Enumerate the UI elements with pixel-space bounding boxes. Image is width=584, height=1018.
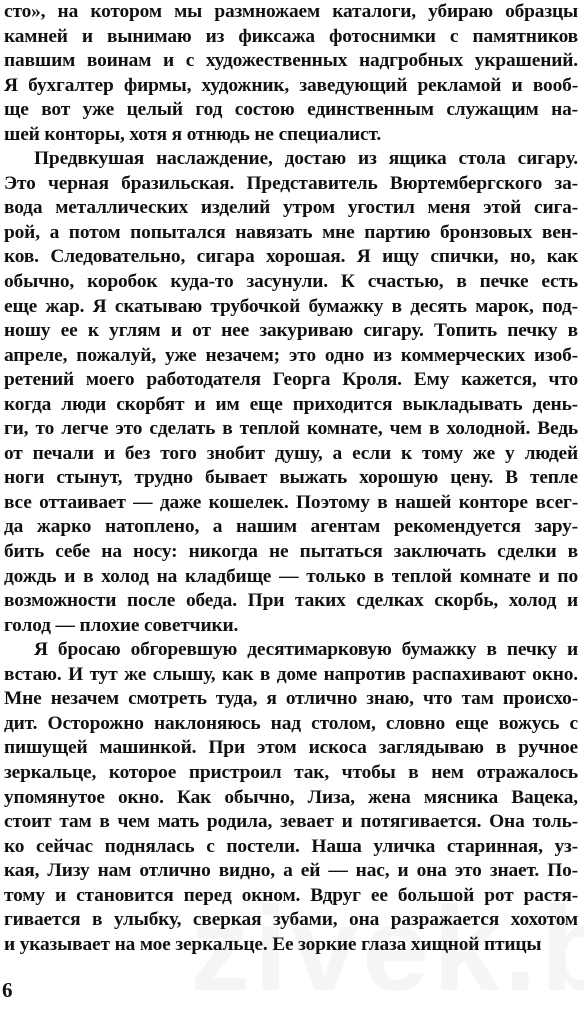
text-line: ноги стынут, трудно бывает выжать хорошую цену. В тепле (4, 467, 578, 489)
text-line: когда люди скорбят и им еще приходится выкладывать день- (4, 393, 578, 415)
text-line: от печали и без того знобит душу, а если к тому же у людей (4, 442, 578, 464)
text-line: да жарко натоплено, а нашим агентам рекомендуется зару- (4, 516, 578, 538)
text-line: стоит там в чем мать родила, зевает и потягивается. Она толь- (4, 811, 578, 833)
text-line: ношу ее к углям и от нее закуриваю сигару. Топить печку в (4, 320, 578, 342)
text-line: Это черная бразильская. Представитель Вюртембергского за- (4, 172, 578, 194)
text-line: ретений моего работодателя Георга Кроля. Ему кажется, что (4, 369, 578, 391)
text-line: шей конторы, хотя я отнюдь не специалист. (4, 123, 382, 145)
text-line: сто», на котором мы размножаем каталоги, убираю образцы (4, 1, 578, 22)
text-line: пишущей машинкой. При этом искоса заглядываю в ручное (4, 737, 578, 759)
text-line: дит. Осторожно наклоняюсь над столом, словно еще вожусь с (4, 712, 578, 734)
text-line: Я бросаю обгоревшую десятимарковую бумажку в печку и (34, 639, 578, 661)
text-line: кая, Лизу нам отлично видно, а ей — нас, и она это знает. По- (4, 860, 578, 882)
text-line: рой, а потом попытался навязать мне партию бронзовых вен- (4, 221, 578, 243)
paragraph (4, 638, 578, 957)
text-line: вода металлических изделий утром угостил меня этой сига- (4, 197, 578, 219)
text-line: дождь и в холод на кладбище — только в теплой комнате и по (4, 565, 578, 587)
paragraph (4, 147, 578, 638)
text-line: тому и становится перед окном. Вдруг ее большой рот растя- (4, 884, 578, 906)
text-line: бить себе на носу: никогда не пытаться заключать сделки в (4, 541, 578, 563)
text-line: ко сейчас поднялась с постели. Наша уличка старинная, уз- (4, 835, 578, 857)
text-line: еще жар. Я скатываю трубочкой бумажку в десять марок, под- (4, 295, 578, 317)
text-line: павшим воинам и с художественных надгробных украшений. (4, 50, 578, 72)
text-line: Предвкушая наслаждение, достаю из ящика стола сигару. (34, 148, 578, 170)
text-line: апреле, пожалуй, уже незачем; это одно из коммерческих изоб- (4, 344, 578, 366)
text-line: камней и вынимаю из фиксажа фотоснимки с памятников (4, 25, 578, 47)
text-line: и указывает на мое зеркальце. Ее зоркие глаза хищной птицы (4, 933, 542, 955)
text-line: гивается в улыбку, сверкая зубами, она разражается хохотом (4, 909, 578, 931)
text-line: Мне незачем смотреть туда, я отлично знаю, что там происхо- (4, 688, 578, 710)
paragraph (4, 0, 578, 147)
text-line: ги, то легче это сделать в теплой комнате, чем в холодной. Ведь (4, 418, 578, 440)
page-number: 6 (2, 978, 13, 1002)
text-line: голод — плохие советчики. (4, 614, 239, 636)
text-line: возможности после обеда. При таких сделках скорбь, холод и (4, 590, 578, 612)
text-line: упомянутое окно. Как обычно, Лиза, жена мясника Вацека, (4, 786, 578, 808)
text-line: встаю. И тут же слышу, как в доме напротив распахивают окно. (4, 663, 578, 685)
text-line: Я бухгалтер фирмы, художник, заведующий рекламой и вооб- (4, 74, 578, 96)
text-line: ще вот уже целый год состою единственным служащим на- (4, 99, 578, 121)
text-line: обычно, коробок куда-то засунули. К счастью, в печке есть (4, 271, 578, 293)
text-line: ков. Следовательно, сигара хорошая. Я ищу спички, но, как (4, 246, 578, 268)
text-line: зеркальце, которое пристроил так, чтобы в нем отражалось (4, 761, 578, 783)
book-page-text (4, 0, 578, 957)
text-line: все оттаивает — даже кошелек. Поэтому в нашей конторе всег- (4, 491, 578, 513)
